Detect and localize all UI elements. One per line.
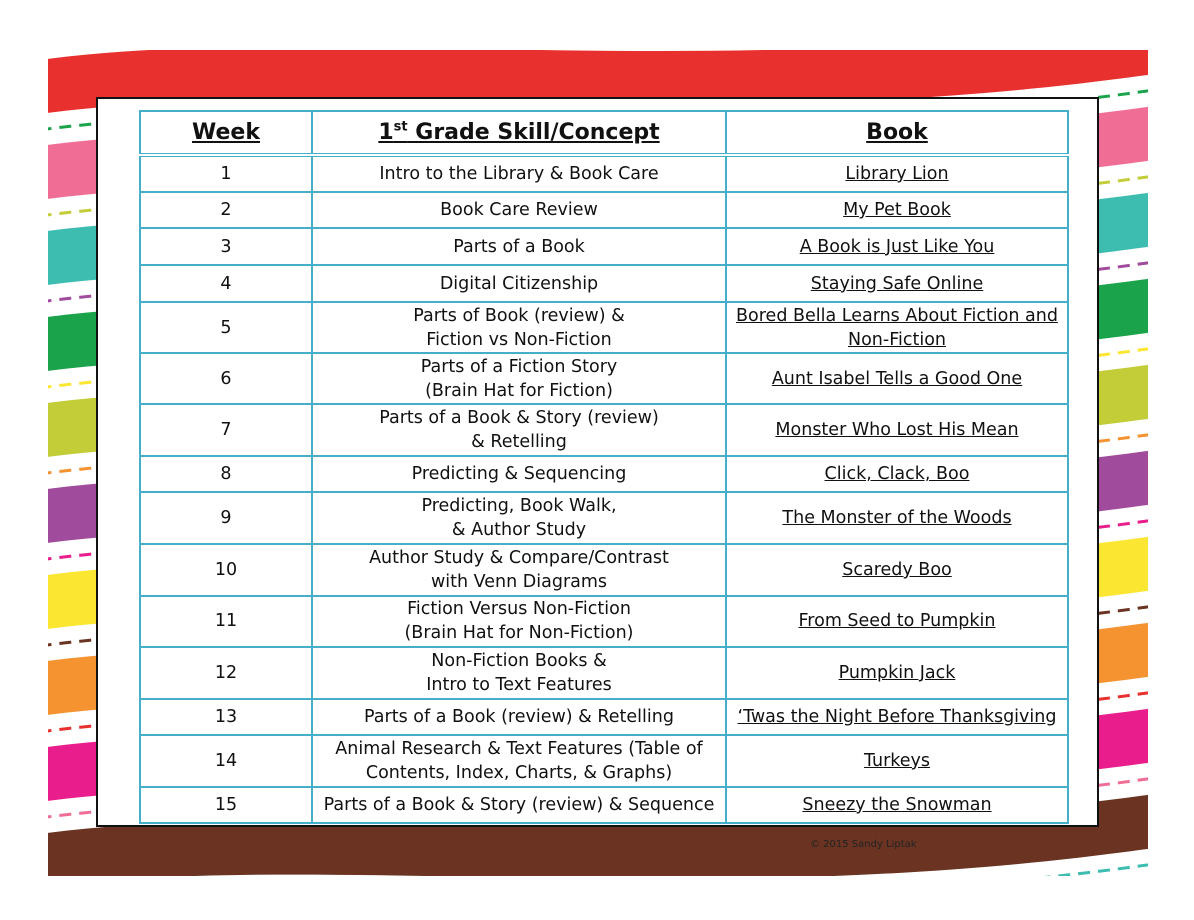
library-schedule-table <box>139 110 1069 824</box>
skill-concept: Intro to the Library & Book Care <box>312 155 726 192</box>
book-cell <box>726 192 1068 228</box>
skill-concept: Animal Research & Text Features (Table of Contents, Index, Charts, & Graphs) <box>312 735 726 787</box>
book-cell <box>726 404 1068 456</box>
skill-concept: Predicting & Sequencing <box>312 456 726 492</box>
week-number: 9 <box>140 492 312 544</box>
book-title: Staying Safe Online <box>810 273 984 294</box>
book-header: Book <box>726 111 1068 155</box>
book-title: ‘Twas the Night Before Thanksgiving <box>737 706 1057 727</box>
table-row <box>140 155 1068 192</box>
skill-concept: Parts of Book (review) & Fiction vs Non-Fiction <box>312 302 726 353</box>
header-row <box>140 111 1068 155</box>
book-cell <box>726 456 1068 492</box>
book-title: Aunt Isabel Tells a Good One <box>771 368 1023 389</box>
table-row <box>140 596 1068 647</box>
book-cell <box>726 265 1068 302</box>
skill-concept: Book Care Review <box>312 192 726 228</box>
book-cell <box>726 302 1068 353</box>
table-row <box>140 456 1068 492</box>
book-title: Library Lion <box>845 164 949 185</box>
background-stripe <box>0 0 1194 34</box>
table-row <box>140 353 1068 404</box>
table-row <box>140 192 1068 228</box>
book-cell <box>726 596 1068 647</box>
book-cell <box>726 699 1068 735</box>
skill-concept: Parts of a Book <box>312 228 726 265</box>
skill-concept-header <box>312 111 726 155</box>
table-row <box>140 302 1068 353</box>
table-row <box>140 544 1068 595</box>
table-row <box>140 404 1068 456</box>
week-number: 11 <box>140 596 312 647</box>
skill-header-ordinal: st <box>393 119 408 135</box>
week-number: 12 <box>140 647 312 699</box>
table-row <box>140 647 1068 699</box>
table-row <box>140 699 1068 735</box>
table-row <box>140 787 1068 823</box>
week-number: 10 <box>140 544 312 595</box>
table-row <box>140 265 1068 302</box>
book-cell <box>726 155 1068 192</box>
skill-header-text: Grade Skill/Concept <box>407 119 660 145</box>
schedule-card <box>96 97 1099 827</box>
week-number: 6 <box>140 353 312 404</box>
book-cell <box>726 492 1068 544</box>
book-cell <box>726 787 1068 823</box>
table-row <box>140 228 1068 265</box>
book-title: Bored Bella Learns About Fiction and Non-Fiction <box>736 305 1058 350</box>
book-title: From Seed to Pumpkin <box>798 611 996 632</box>
skill-concept: Author Study & Compare/Contrast with Venn Diagrams <box>312 544 726 595</box>
week-number: 2 <box>140 192 312 228</box>
week-number: 14 <box>140 735 312 787</box>
week-number: 8 <box>140 456 312 492</box>
book-title: The Monster of the Woods <box>782 508 1012 529</box>
book-cell <box>726 228 1068 265</box>
background-dashes <box>0 0 1194 50</box>
book-title: Scaredy Boo <box>842 560 952 581</box>
week-number: 5 <box>140 302 312 353</box>
week-number: 13 <box>140 699 312 735</box>
skill-concept: Digital Citizenship <box>312 265 726 302</box>
book-cell <box>726 647 1068 699</box>
book-title: Sneezy the Snowman <box>802 794 992 815</box>
book-title: A Book is Just Like You <box>799 236 995 257</box>
book-title: Pumpkin Jack <box>838 662 956 683</box>
week-number: 4 <box>140 265 312 302</box>
copyright-notice: © 2015 Sandy Liptak <box>810 839 917 850</box>
table-row <box>140 492 1068 544</box>
book-title: Click, Clack, Boo <box>824 464 970 485</box>
skill-concept: Predicting, Book Walk, & Author Study <box>312 492 726 544</box>
week-number: 3 <box>140 228 312 265</box>
book-cell <box>726 735 1068 787</box>
skill-concept: Parts of a Fiction Story (Brain Hat for Fiction) <box>312 353 726 404</box>
book-title: Monster Who Lost His Mean <box>775 420 1019 441</box>
skill-concept: Non-Fiction Books & Intro to Text Features <box>312 647 726 699</box>
book-title: Turkeys <box>863 750 931 771</box>
book-cell <box>726 353 1068 404</box>
skill-concept: Fiction Versus Non-Fiction (Brain Hat for Non-Fiction) <box>312 596 726 647</box>
week-number: 7 <box>140 404 312 456</box>
skill-header-number: 1 <box>378 119 394 145</box>
table-row <box>140 735 1068 787</box>
week-number: 1 <box>140 155 312 192</box>
skill-concept: Parts of a Book (review) & Retelling <box>312 699 726 735</box>
week-number: 15 <box>140 787 312 823</box>
skill-concept: Parts of a Book & Story (review) & Retelling <box>312 404 726 456</box>
background-stripe <box>0 874 1194 920</box>
week-header: Week <box>140 111 312 155</box>
book-cell <box>726 544 1068 595</box>
skill-concept: Parts of a Book & Story (review) & Sequence <box>312 787 726 823</box>
book-title: My Pet Book <box>843 200 951 221</box>
